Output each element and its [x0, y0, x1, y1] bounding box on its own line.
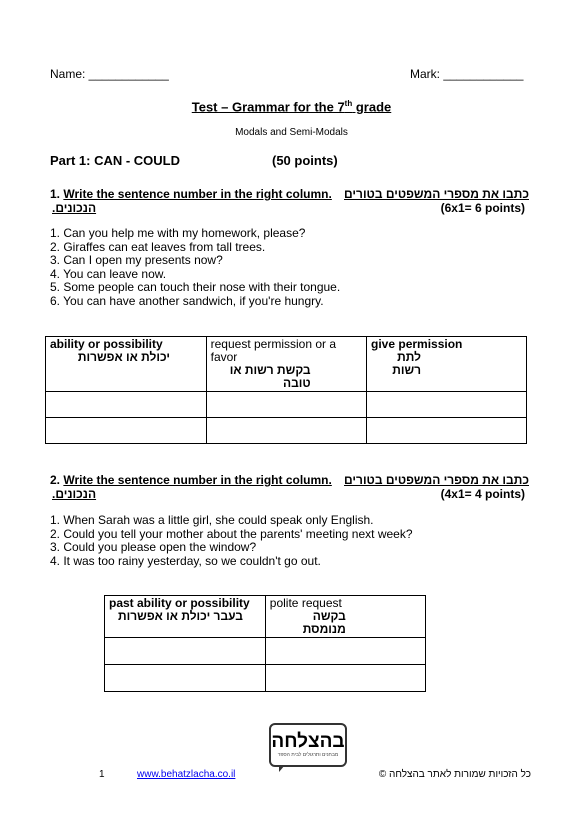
column-header-he: יכולת או אפשרות: [77, 350, 170, 364]
section2-instruction-he-2: הנכונים.: [52, 487, 97, 501]
answer-cell[interactable]: [46, 418, 207, 444]
table-header-row: [46, 337, 527, 392]
section1-answer-table: [45, 336, 527, 444]
section2-score: (4x1= 4 points): [440, 487, 525, 501]
list-item: 5. Some people can touch their nose with their tongue.: [50, 280, 341, 294]
list-item: 6. You can have another sandwich, if you're hungry.: [50, 293, 324, 308]
answer-cell[interactable]: [206, 392, 366, 418]
column-header-he: לתת רשות: [392, 350, 422, 377]
column-header-request: [206, 337, 366, 392]
answer-cell[interactable]: [105, 638, 266, 665]
logo-subtext: מבחנים ותרגולים לבית הספר: [277, 752, 339, 758]
logo-text: בהצלחה: [271, 731, 345, 752]
column-header-past-ability: [105, 596, 266, 638]
list-item: 1. Can you help me with my homework, please?: [50, 226, 306, 240]
page-subtitle: Modals and Semi-Modals: [235, 127, 348, 138]
answer-cell[interactable]: [265, 665, 425, 692]
answer-cell[interactable]: [206, 418, 366, 444]
section1-instruction-he: כתבו את מספרי המשפטים בטורים: [344, 187, 529, 201]
part1-heading: Part 1: CAN - COULD: [50, 153, 181, 168]
list-item: 2. Giraffes can eat leaves from tall trees.: [50, 239, 266, 254]
page-title: [0, 99, 583, 114]
section1-instruction-en: Write the sentence number in the right column.: [63, 187, 332, 201]
column-header-he: בעבר יכולת או אפשרות: [118, 609, 243, 623]
copyright-notice: כל הזכויות שמורות לאתר בהצלחה ©: [378, 769, 531, 780]
page-number: 1: [99, 769, 105, 780]
part1-points: (50 points): [272, 153, 338, 168]
section1-instruction-he-2: הנכונים.: [52, 201, 97, 215]
column-header-en: past ability or possibility: [109, 596, 250, 610]
title-sup: th: [344, 99, 353, 108]
section1-score: (6x1= 6 points): [440, 201, 525, 215]
column-header-polite-request: [265, 596, 425, 638]
answer-cell[interactable]: [105, 665, 266, 692]
table-row: [46, 392, 527, 418]
list-item: 4. You can leave now.: [50, 266, 167, 281]
list-item: 2. Could you tell your mother about the parents' meeting next week?: [50, 526, 413, 541]
section2-number: 2.: [50, 473, 61, 487]
list-item: 3. Could you please open the window?: [50, 540, 257, 554]
table-row: [46, 418, 527, 444]
logo-speech-tail: [279, 765, 285, 772]
section2-instruction-en: Write the sentence number in the right column.: [63, 473, 332, 487]
answer-cell[interactable]: [46, 392, 207, 418]
answer-cell[interactable]: [265, 638, 425, 665]
list-item: 1. When Sarah was a little girl, she could speak only English.: [50, 513, 374, 527]
column-header-en: give permission: [371, 337, 463, 351]
column-header-en: request permission or a favor: [210, 337, 337, 364]
column-header-ability: [46, 337, 207, 392]
table-row: [105, 665, 426, 692]
column-header-give-permission: [367, 337, 527, 392]
column-header-en: ability or possibility: [50, 337, 163, 351]
list-item: 4. It was too rainy yesterday, so we couldn't go out.: [50, 553, 321, 568]
answer-cell[interactable]: [367, 418, 527, 444]
name-field-label: Name: ____________: [50, 67, 169, 81]
section2-instruction: [50, 473, 332, 487]
section1-sentence-list: [50, 227, 340, 308]
column-header-en: polite request: [269, 596, 342, 610]
site-link[interactable]: www.behatzlacha.co.il: [137, 769, 236, 780]
list-item: 3. Can I open my presents now?: [50, 253, 223, 267]
section1-number: 1.: [50, 187, 61, 201]
title-end: grade: [352, 99, 392, 115]
answer-cell[interactable]: [367, 392, 527, 418]
section1-instruction: [50, 187, 332, 201]
column-header-he: בקשת רשות או טובה: [229, 363, 311, 390]
mark-field-label: Mark: ____________: [410, 67, 524, 81]
column-header-he: בקשה מנומסת: [302, 609, 346, 636]
title-main: Test – Grammar for the 7: [191, 99, 345, 115]
table-header-row: [105, 596, 426, 638]
section2-answer-table: [104, 595, 426, 692]
section2-instruction-he: כתבו את מספרי המשפטים בטורים: [344, 473, 529, 487]
table-row: [105, 638, 426, 665]
site-logo: [269, 723, 347, 767]
section2-sentence-list: [50, 514, 413, 568]
